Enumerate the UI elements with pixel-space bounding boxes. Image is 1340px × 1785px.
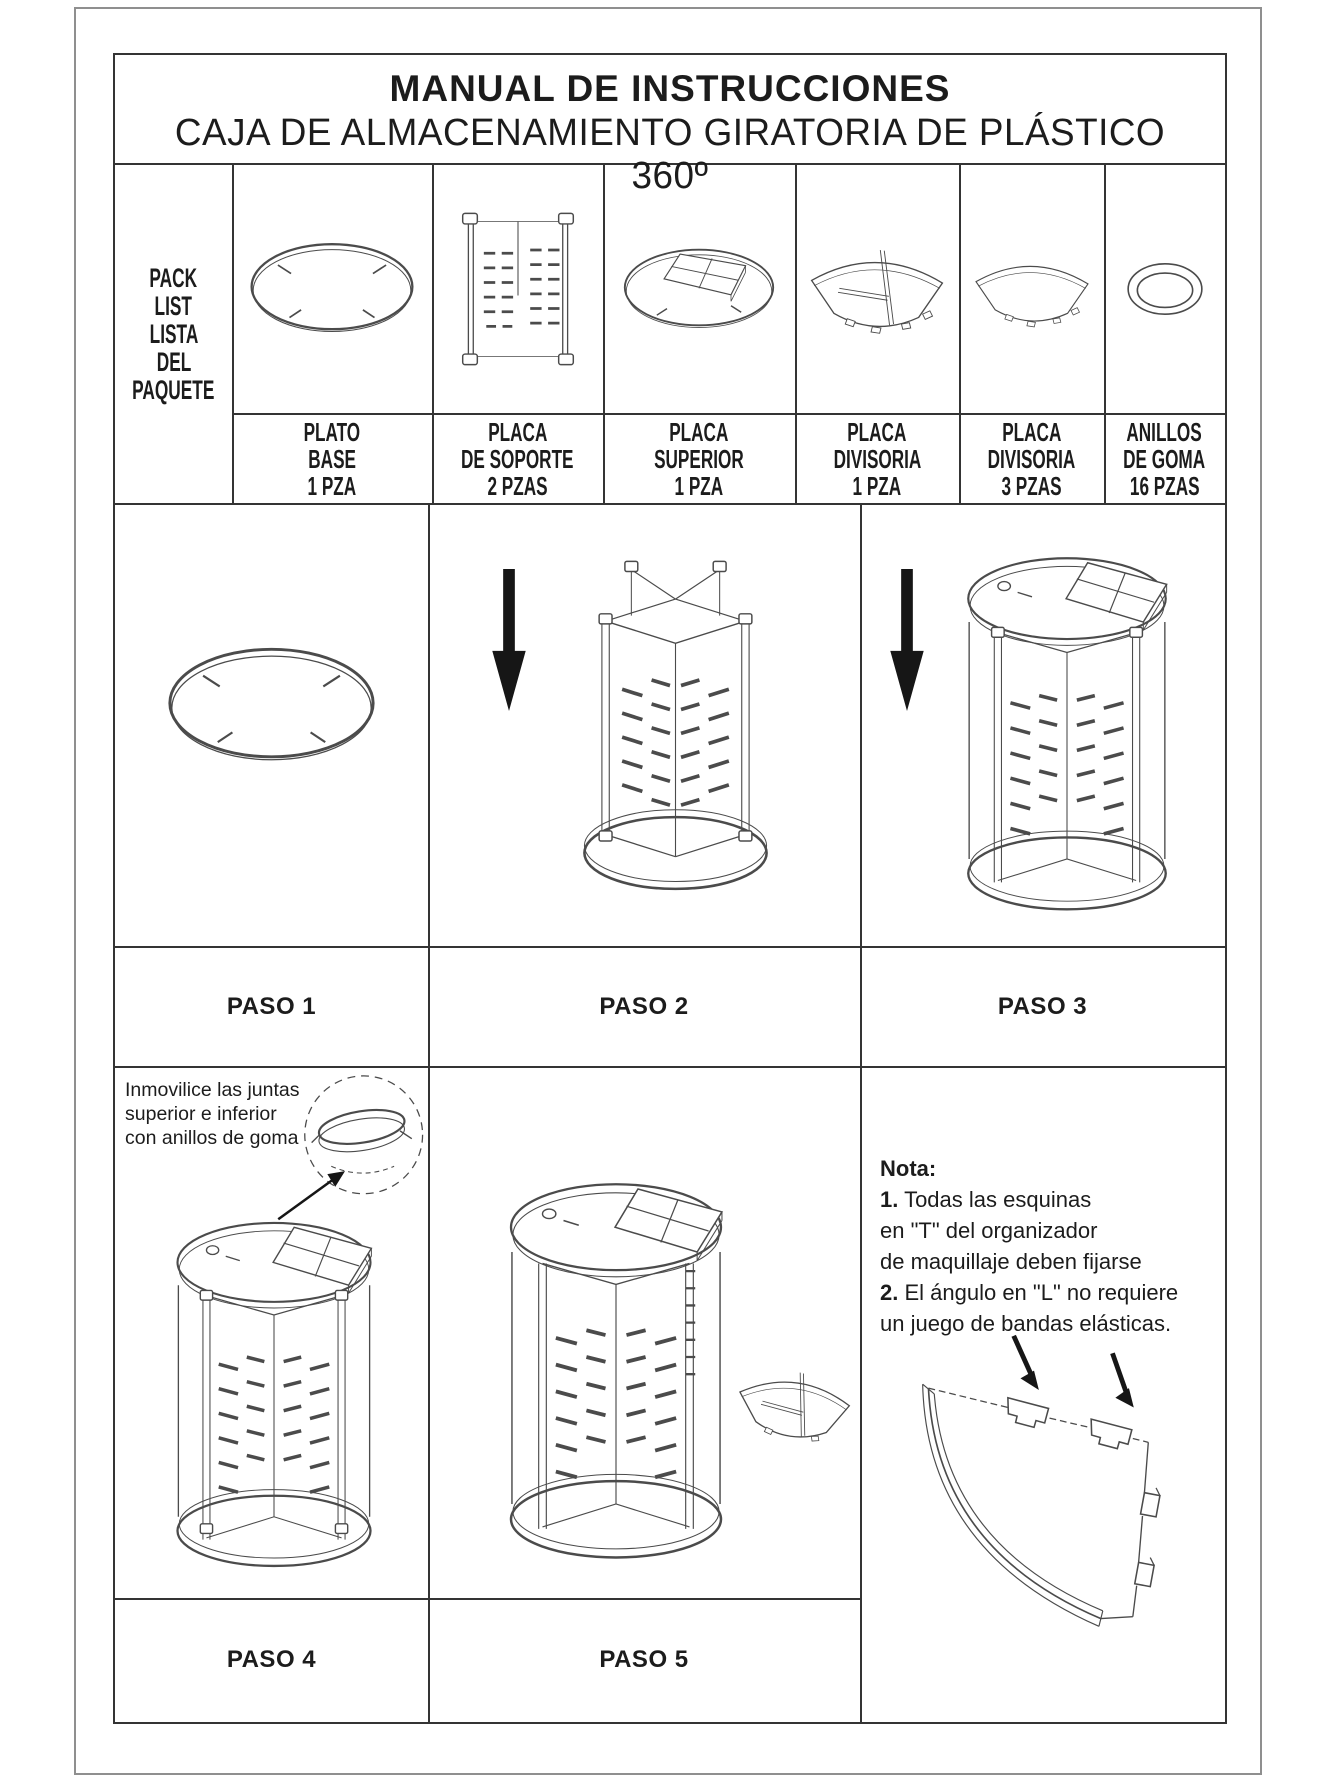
note-line: Inmovilice las juntas [125,1079,300,1101]
paso-5-text: PASO 5 [599,1646,689,1673]
item-name: DE GOMA [1123,443,1206,474]
nota-cell [860,1068,1225,1722]
step1-label [115,948,428,1066]
item-name: SUPERIOR [654,443,744,474]
item-qty: 3 PZAS [1001,470,1062,501]
pack-item-placa-divisoria [959,165,1104,413]
nota-line: de maquillaje deben fijarse [880,1249,1142,1274]
nota-line: un juego de bandas elásticas. [880,1311,1172,1336]
note-line: superior e inferior [125,1103,277,1125]
paso-2-text: PASO 2 [599,993,689,1020]
page-subtitle: CAJA DE ALMACENAMIENTO GIRATORIA DE PLÁSTICO 360º [174,112,1166,197]
pack-item-label [795,415,959,503]
corner-piece-arrows-illustration [870,1330,1200,1698]
item-name: PLACA [669,416,729,447]
nota-heading: Nota: [880,1156,937,1181]
base-plate-icon [247,236,417,342]
pack-item-label [1104,415,1225,503]
step2-label [428,948,860,1066]
item-qty: 2 PZAS [487,470,548,501]
divider-insert-icon [726,1354,863,1457]
support-plate-icon [457,203,579,375]
rubber-ring-icon [1122,256,1208,322]
item-name: BASE [308,443,356,474]
pack-header-line: LISTA [149,319,198,349]
pack-header-line: LIST [154,291,193,321]
step1-base-plate-illustration [164,640,379,772]
corner-divider-plate-icon [967,243,1097,335]
item-qty: 16 PZAS [1129,470,1200,501]
item-name: PLACA [487,416,548,447]
note-line: con anillos de goma [125,1127,299,1149]
step5-illustration-cell [428,1068,860,1598]
pack-item-label [432,415,603,503]
pack-item-label [232,415,432,503]
pack-item-label [603,415,795,503]
pack-header-line: PACK [149,263,198,293]
step4-illustration-cell [115,1068,428,1598]
nota-line: 2. El ángulo en "L" no requiere [880,1280,1179,1305]
step4-organizer-illustration [143,1208,405,1594]
item-name: DIVISORIA [833,443,921,474]
item-name: DIVISORIA [987,443,1076,474]
t-divider-plate-icon [801,239,953,339]
manual-table [113,53,1227,1724]
nota-text [880,1153,1215,1339]
step5-organizer-illustration [490,1168,742,1588]
down-arrow-icon [890,569,924,711]
step3-label [860,948,1225,1066]
pack-item-placa-soporte [432,165,603,413]
item-name: PLACA [1001,416,1062,447]
paso-3-text: PASO 3 [997,993,1088,1020]
item-name: PLACA [847,416,907,447]
item-name: PLATO [303,416,361,447]
top-plate-icon [619,239,779,339]
pack-list-header [115,165,232,503]
pack-item-plato-base [232,165,432,413]
nota-line: 1. Todas las esquinas [880,1187,1092,1212]
pack-item-placa-divisoria-t [795,165,959,413]
paso-1-text: PASO 1 [226,993,317,1020]
title-block [115,55,1225,197]
item-qty: 1 PZA [852,470,902,501]
item-qty: 1 PZA [674,470,724,501]
pack-item-label [959,415,1104,503]
step1-illustration-cell [115,505,428,946]
step2-cross-assembly-illustration [573,531,778,899]
step5-label [428,1600,860,1720]
item-name: ANILLOS [1126,416,1203,447]
pack-header-line: DEL [156,347,191,377]
nota-line: en "T" del organizador [880,1218,1098,1243]
pack-header-line: PAQUETE [132,375,215,405]
item-name: DE SOPORTE [461,443,574,474]
step3-illustration-cell [860,505,1225,946]
pack-item-anillos [1104,165,1225,413]
item-qty: 1 PZA [307,470,357,501]
pack-item-placa-superior [603,165,795,413]
step2-illustration-cell [428,505,860,946]
step3-tower-illustration [942,543,1192,938]
page-title: MANUAL DE INSTRUCCIONES [389,68,951,109]
step4-label [115,1600,428,1720]
paso-4-text: PASO 4 [226,1646,317,1673]
down-arrow-icon [492,569,526,711]
